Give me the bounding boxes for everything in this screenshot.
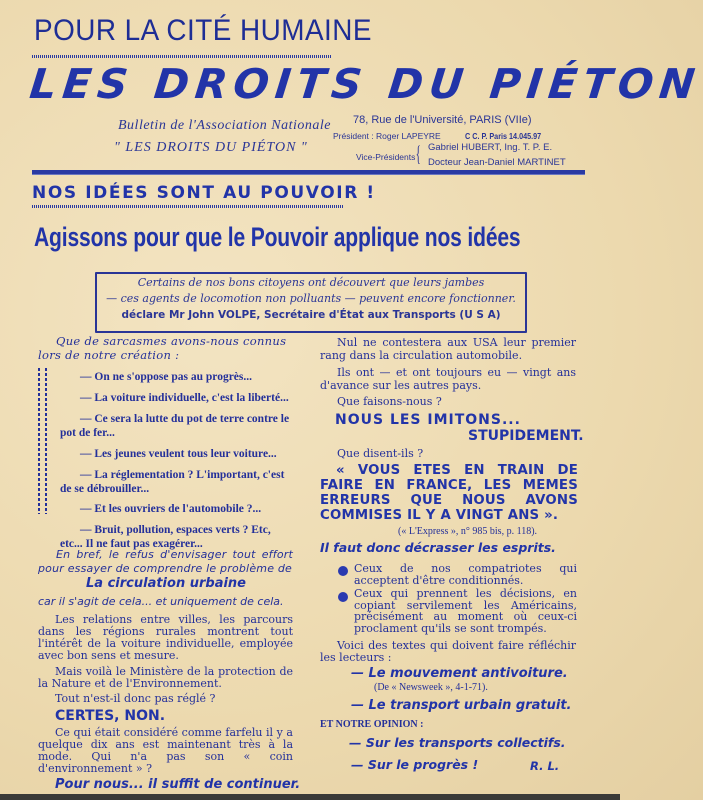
express-citation: (« L'Express », n° 985 bis, p. 118). bbox=[398, 526, 538, 537]
kicker-underline bbox=[32, 55, 332, 58]
sarcasm-item: — Ce sera la lutte du pot de terre contre le pot de fer... bbox=[60, 413, 290, 439]
collectifs-item: — Sur les transports collectifs. bbox=[349, 735, 566, 750]
left-relations: Les relations entre villes, les parcours dans les régions rurales montrent tout l'intérêt de la voiture individuelle, employée avec bon sens et mesure. bbox=[38, 613, 293, 662]
brace: { bbox=[415, 141, 421, 166]
right-que-faisons: Que faisons-nous ? bbox=[337, 395, 442, 408]
main-headline: Agissons pour que le Pouvoir applique nos idées bbox=[34, 222, 521, 252]
right-ils-ont: Ils ont — et ont toujours eu — vingt ans d'avance sur les autres pays. bbox=[320, 366, 576, 392]
sarcasm-item: — La réglementation ? L'important, c'est de se débrouiller... bbox=[60, 469, 285, 495]
banner-headline: NOS IDÉES SONT AU POUVOIR ! bbox=[32, 183, 376, 203]
masthead-kicker: POUR LA CITÉ HUMAINE bbox=[34, 14, 372, 47]
vice-presidents-label: Vice-Présidents bbox=[356, 152, 416, 162]
left-tout: Tout n'est-il donc pas réglé ? bbox=[55, 692, 216, 705]
signature: R. L. bbox=[530, 759, 560, 773]
masthead-rule bbox=[32, 170, 585, 175]
newsweek-citation: (De « Newsweek », 4-1-71). bbox=[374, 682, 488, 693]
vice-president-2: Docteur Jean-Daniel MARTINET bbox=[428, 157, 566, 168]
ccp-number: C C. P. Paris 14.045.97 bbox=[465, 131, 542, 141]
sarcasm-item: — Bruit, pollution, espaces verts ? Etc, etc... Il ne faut pas exagérer... bbox=[60, 524, 271, 550]
stupidement-heading: STUPIDEMENT. bbox=[468, 428, 584, 444]
right-quote: « VOUS ETES EN TRAIN DE FAIRE EN FRANCE, LES MEMES ERREURS QUE NOUS AVONS COMMISES IL Y A VINGT ANS ». bbox=[320, 463, 578, 523]
quote-line-2: — ces agents de locomotion non polluants — peuvent encore fonctionner. bbox=[106, 292, 516, 305]
mouvement-item: — Le mouvement antivoiture. bbox=[351, 666, 568, 681]
sarcasm-item: — La voiture individuelle, c'est la liberté... bbox=[80, 392, 289, 404]
bullet-icon bbox=[338, 566, 348, 576]
quote-box bbox=[95, 272, 527, 333]
progres-item: — Sur le progrès ! bbox=[351, 757, 479, 772]
il-faut-heading: Il faut donc décrasser les esprits. bbox=[320, 540, 556, 555]
quote-attribution: déclare Mr John VOLPE, Secrétaire d'État aux Transports (U S A) bbox=[121, 309, 501, 321]
certes-heading: CERTES, NON. bbox=[55, 708, 166, 724]
left-intro: Que de sarcasmes avons-nous connus lors de notre création : bbox=[38, 334, 287, 362]
circulation-heading: La circulation urbaine bbox=[86, 576, 246, 591]
left-mais: Mais voilà le Ministère de la protection de la Nature et de l'Environnement. bbox=[38, 665, 293, 690]
opinion-label: ET NOTRE OPINION : bbox=[320, 719, 424, 730]
address: 78, Rue de l'Université, PARIS (VIIe) bbox=[353, 114, 532, 126]
right-que-disent: Que disent-ils ? bbox=[337, 447, 424, 460]
sarcasm-item: — On ne s'oppose pas au progrès... bbox=[80, 371, 253, 383]
transport-gratuit-item: — Le transport urbain gratuit. bbox=[351, 698, 572, 713]
left-car: car il s'agit de cela... et uniquement de cela. bbox=[38, 595, 284, 608]
left-conclusion: Pour nous... il suffit de continuer. bbox=[55, 777, 301, 792]
masthead-title: LES DROITS DU PIÉTON bbox=[27, 60, 703, 108]
bullet-icon bbox=[338, 592, 348, 602]
quote-line-1: Certains de nos bons citoyens ont découvert que leurs jambes bbox=[137, 276, 485, 289]
sarcasm-item: — Les jeunes veulent tous leur voiture... bbox=[80, 448, 277, 460]
vice-president-1: Gabriel HUBERT, Ing. T. P. E. bbox=[428, 142, 553, 153]
sarcasm-item: — Et les ouvriers de l'automobile ?... bbox=[80, 503, 262, 515]
bullet-item: Ceux de nos compatriotes qui acceptent d'être conditionnés. bbox=[354, 562, 577, 587]
banner-underline bbox=[32, 205, 344, 208]
bulletin-line-2: " LES DROITS DU PIÉTON " bbox=[114, 140, 308, 155]
scan-bottom-edge bbox=[0, 794, 620, 800]
bulletin-line-1: Bulletin de l'Association Nationale bbox=[118, 118, 331, 133]
right-voici: Voici des textes qui doivent faire réfléchir les lecteurs : bbox=[320, 639, 576, 664]
right-nul: Nul ne contestera aux USA leur premier rang dans la circulation automobile. bbox=[320, 336, 576, 362]
president: Président : Roger LAPEYRE bbox=[333, 131, 441, 141]
imitons-heading: NOUS LES IMITONS... bbox=[335, 412, 521, 428]
dotted-border bbox=[37, 368, 51, 514]
left-farfelu: Ce qui était considéré comme farfelu il y a quelque dix ans est maintenant très à la mode. Qui n'a pas son « coin d'environnement » ? bbox=[38, 726, 293, 775]
bullet-item: Ceux qui prennent les décisions, en copiant servilement les Américains, précisément au moment où ceux-ci proclament qu'ils se sont trompés. bbox=[354, 587, 577, 635]
left-bref: En bref, le refus d'envisager tout effort pour essayer de comprendre le problème de bbox=[38, 548, 293, 575]
